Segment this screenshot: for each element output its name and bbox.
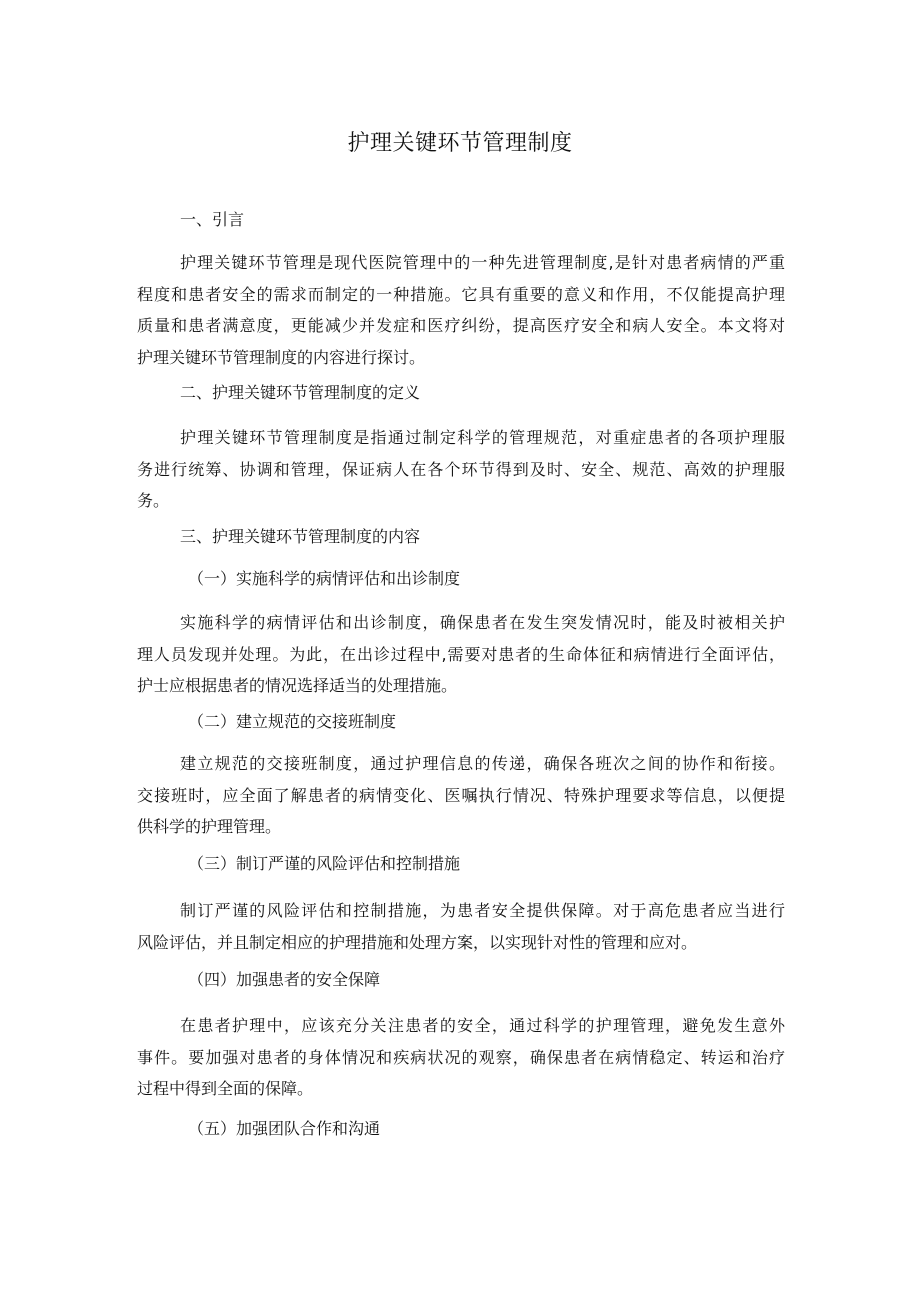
paragraph-sub4	[137, 1010, 785, 1105]
paragraph-line: 在患者护理中，应该充分关注患者的安全，通过科学的护理管理，避免发生意外	[180, 1016, 785, 1035]
section-heading-content: 三、护理关键环节管理制度的内容	[180, 527, 421, 546]
paragraph-line: 实施科学的病情评估和出诊制度，确保患者在发生突发情况时，能及时被相关护	[180, 613, 785, 632]
section-heading-definition: 二、护理关键环节管理制度的定义	[180, 383, 421, 402]
section-heading-intro: 一、引言	[180, 210, 245, 229]
subsection-heading-1: （一）实施科学的病情评估和出诊制度	[188, 569, 461, 588]
subsection-heading-3: （三）制订严谨的风险评估和控制措施	[188, 854, 461, 873]
paragraph-intro	[137, 247, 785, 373]
subsection-heading-5: （五）加强团队合作和沟通	[188, 1119, 381, 1138]
paragraph-line: 事件。要加强对患者的身体情况和疾病状况的观察，确保患者在病情稳定、转运和治疗	[137, 1047, 785, 1067]
subsection-heading-2: （二）建立规范的交接班制度	[188, 712, 397, 731]
paragraph-line: 建立规范的交接班制度，通过护理信息的传递，确保各班次之间的协作和衔接。	[180, 754, 785, 773]
document-title: 护理关键环节管理制度	[347, 131, 573, 156]
paragraph-line: 务进行统筹、协调和管理，保证病人在各个环节得到及时、安全、规范、高效的护理服	[137, 459, 785, 479]
paragraph-line: 护士应根据患者的情况选择适当的处理措施。	[137, 676, 458, 695]
paragraph-definition	[137, 422, 785, 517]
paragraph-line: 理人员发现并处理。为此，在出诊过程中,需要对患者的生命体征和病情进行全面评估，	[137, 644, 785, 664]
paragraph-sub1	[137, 607, 785, 702]
paragraph-line: 质量和患者满意度，更能减少并发症和医疗纠纷，提高医疗安全和病人安全。本文将对	[137, 316, 785, 335]
paragraph-line: 护理关键环节管理制度是指通过制定科学的管理规范，对重症患者的各项护理服	[180, 428, 785, 447]
paragraph-sub3	[137, 895, 785, 958]
paragraph-line: 务。	[137, 491, 170, 510]
paragraph-line: 护理关键环节管理是现代医院管理中的一种先进管理制度,是针对患者病情的严重	[180, 253, 785, 272]
paragraph-line: 风险评估，并且制定相应的护理措施和处理方案，以实现针对性的管理和应对。	[137, 932, 698, 952]
paragraph-line: 程度和患者安全的需求而制定的一种措施。它具有重要的意义和作用，不仅能提高护理	[137, 284, 785, 304]
subsection-heading-4: （四）加强患者的安全保障	[188, 970, 381, 989]
paragraph-sub2	[137, 748, 785, 843]
paragraph-line: 交接班时，应全面了解患者的病情变化、医嘱执行情况、特殊护理要求等信息，以便提	[137, 785, 785, 805]
paragraph-line: 制订严谨的风险评估和控制措施，为患者安全提供保障。对于高危患者应当进行	[180, 901, 785, 920]
paragraph-line: 过程中得到全面的保障。	[137, 1079, 314, 1098]
paragraph-line: 供科学的护理管理。	[137, 817, 282, 836]
paragraph-line: 护理关键环节管理制度的内容进行探讨。	[137, 347, 426, 367]
